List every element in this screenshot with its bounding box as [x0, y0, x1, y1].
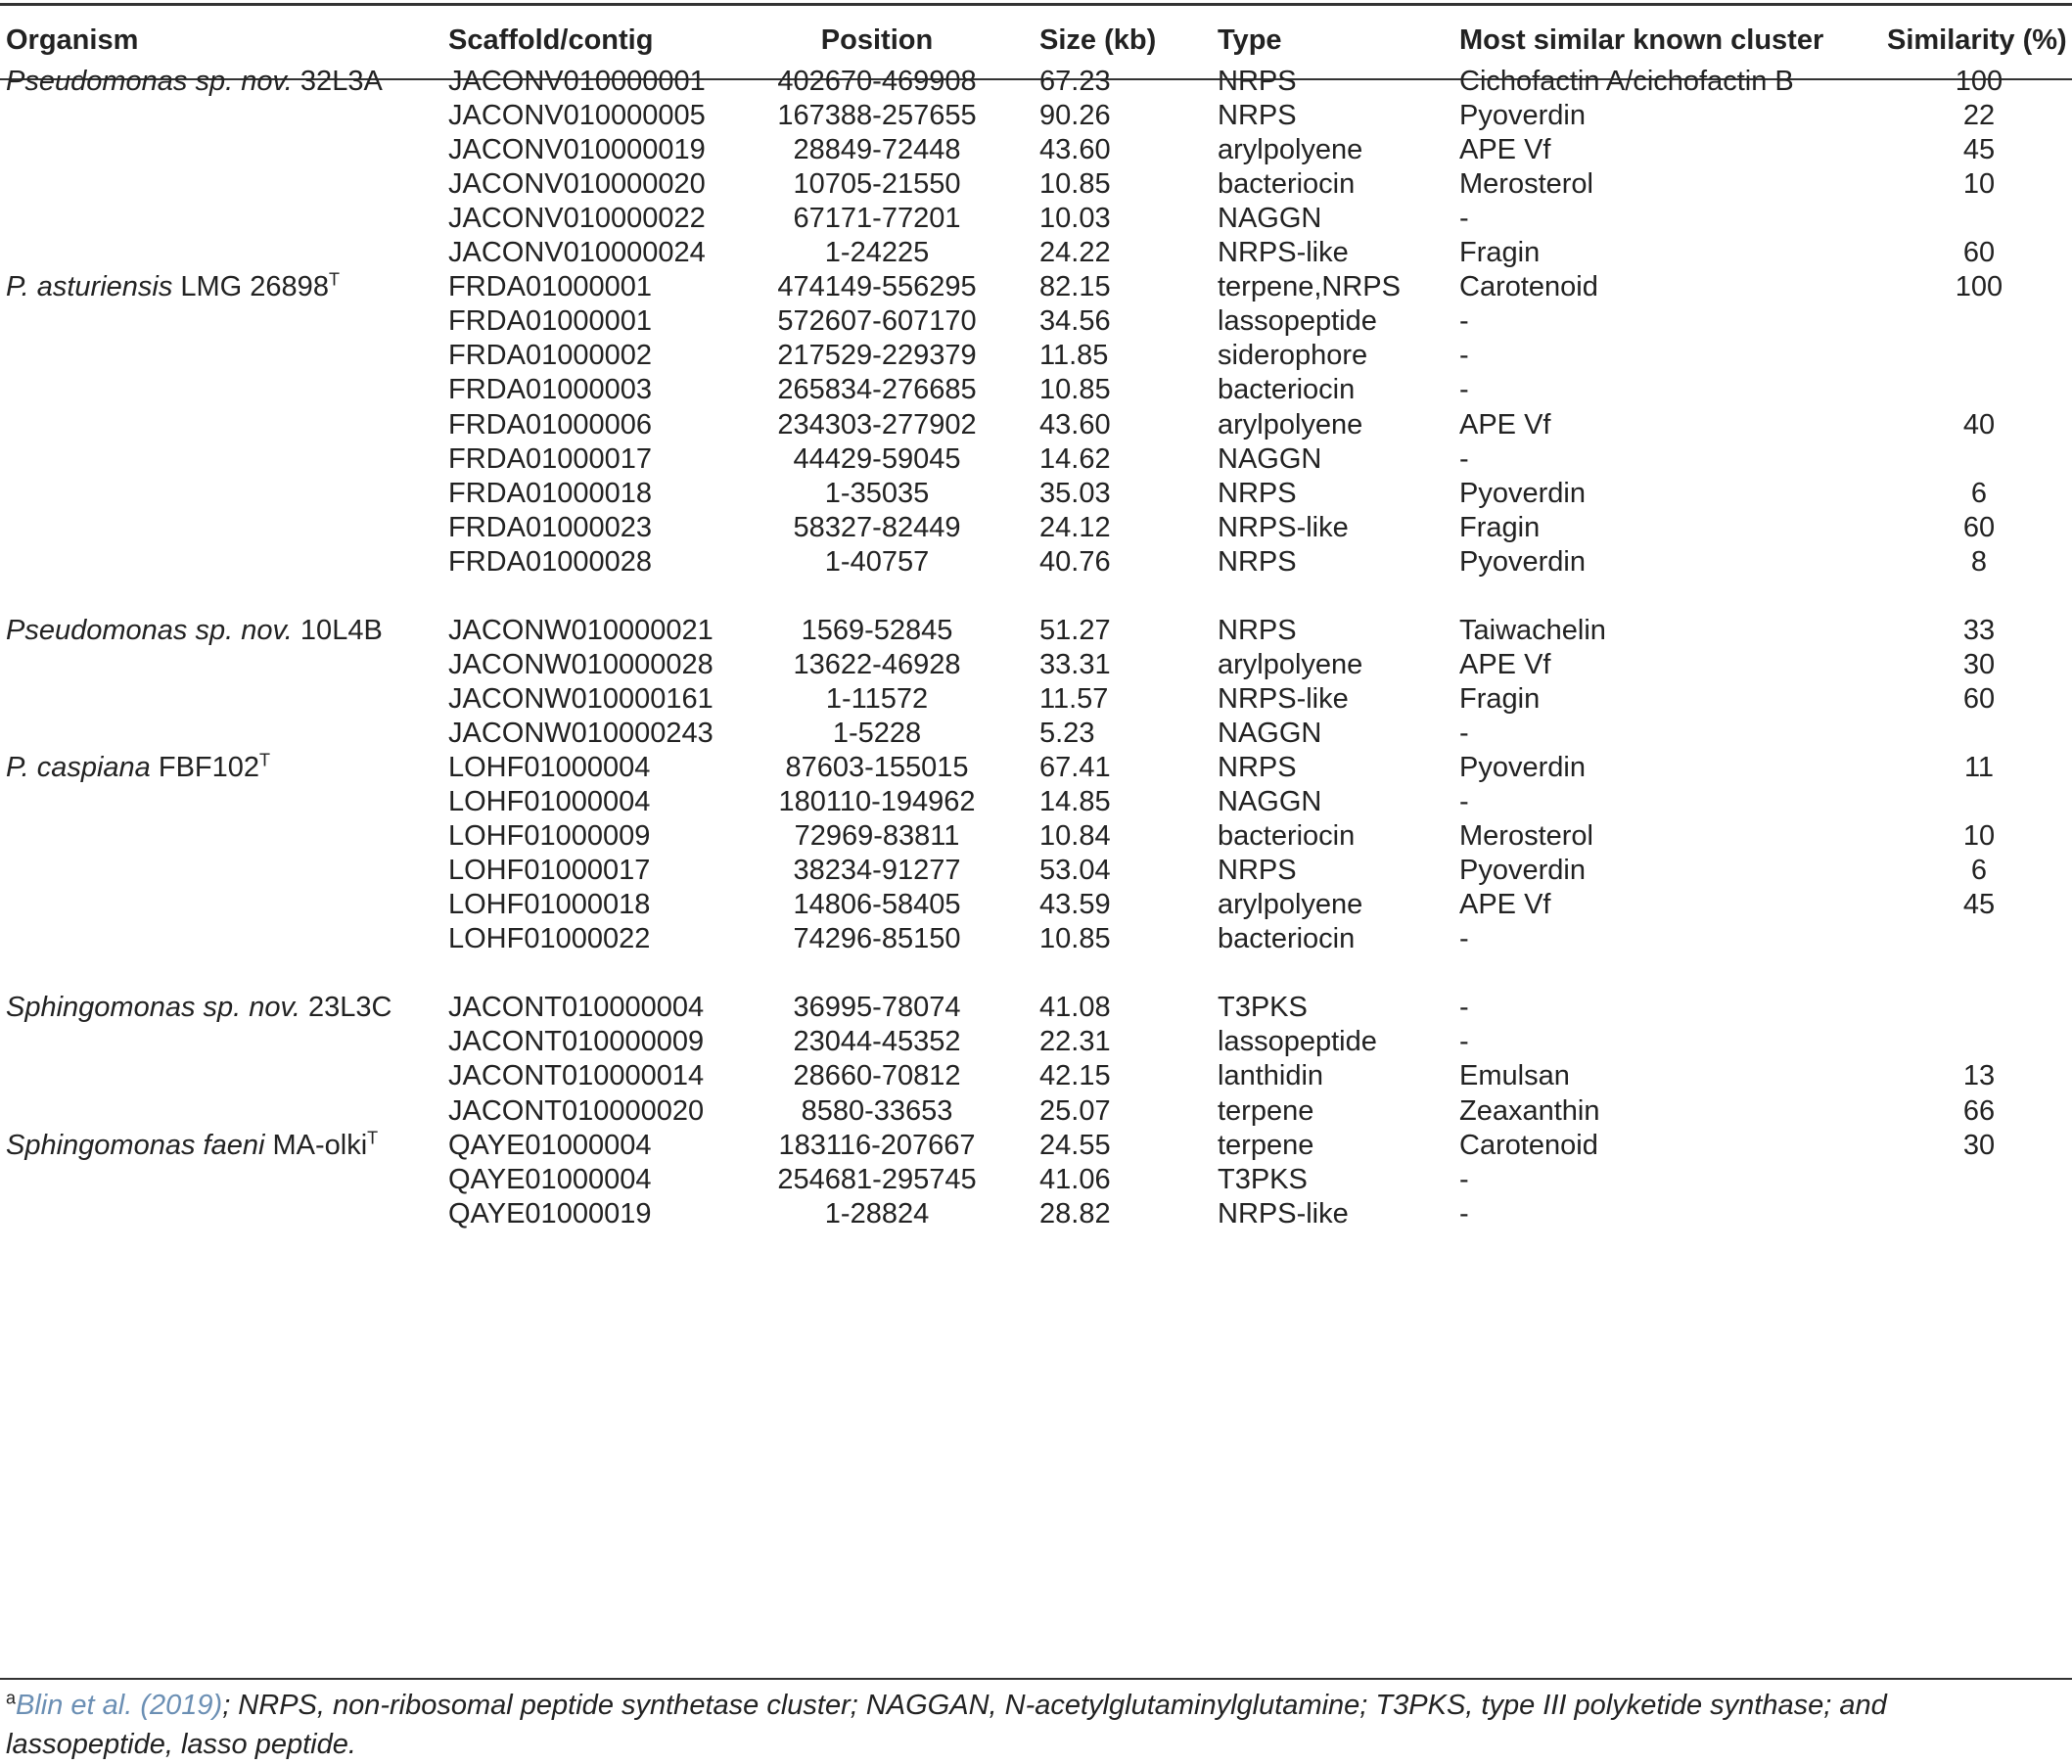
cell-position: 58327-82449: [793, 511, 961, 543]
cell-cluster: APE Vf: [1459, 408, 1551, 441]
cell-position: 28849-72448: [793, 134, 961, 166]
type-strain-mark: T: [328, 269, 340, 290]
cell-similarity: [1979, 922, 1980, 955]
cell-scaffold: JACONV010000020: [448, 168, 706, 201]
cell-cluster: -: [1459, 1197, 1469, 1230]
cell-position: 1-28824: [824, 1197, 930, 1230]
cell-type: lassopeptide: [1218, 305, 1377, 338]
cell-scaffold: FRDA01000003: [448, 374, 652, 406]
organism-species: Pseudomonas sp. nov.: [6, 66, 293, 97]
type-strain-mark: T: [259, 750, 271, 770]
cell-cluster: -: [1459, 203, 1469, 235]
cell-type: terpene: [1218, 1094, 1314, 1127]
cell-cluster: -: [1459, 923, 1469, 955]
cell-type: bacteriocin: [1218, 374, 1356, 406]
cell-cluster: -: [1459, 305, 1469, 338]
cell-cluster: -: [1459, 1163, 1469, 1195]
cell-similarity: 60: [1962, 237, 1996, 269]
cell-scaffold: QAYE01000004: [448, 1163, 652, 1195]
table-top-rule: [0, 3, 2072, 6]
cell-similarity: 66: [1962, 1094, 1996, 1127]
cell-position: 1569-52845: [801, 614, 953, 646]
organism-strain: FBF102: [150, 752, 260, 783]
cell-size: 43.59: [1039, 889, 1111, 921]
cell-similarity: [1979, 717, 1980, 750]
cell-size: 14.62: [1039, 442, 1111, 475]
organism-strain: 32L3A: [292, 66, 383, 97]
cell-scaffold: JACONV010000024: [448, 237, 706, 269]
cell-size: 82.15: [1039, 271, 1111, 303]
cell-position: 38234-91277: [793, 855, 961, 887]
cell-similarity: [1979, 442, 1980, 476]
cell-similarity: [1979, 956, 1980, 990]
cell-position: 402670-469908: [777, 66, 977, 97]
cell-cluster: APE Vf: [1459, 889, 1551, 921]
cell-type: NRPS: [1218, 545, 1297, 578]
cell-type: terpene,NRPS: [1218, 271, 1401, 303]
cell-position: 183116-207667: [778, 1129, 976, 1161]
cell-type: arylpolyene: [1218, 648, 1363, 680]
cell-type: NRPS-like: [1218, 511, 1349, 543]
cell-size: 24.12: [1039, 511, 1111, 543]
cell-type: arylpolyene: [1218, 408, 1363, 441]
cell-size: 67.23: [1039, 66, 1111, 97]
cell-scaffold: QAYE01000019: [448, 1197, 652, 1230]
cell-type: NAGGN: [1218, 203, 1322, 235]
cell-scaffold: JACONT010000014: [448, 1060, 705, 1092]
cell-cluster: -: [1459, 442, 1469, 475]
cell-scaffold: FRDA01000023: [448, 511, 652, 543]
cell-position: 217529-229379: [777, 340, 977, 372]
cell-position: 234303-277902: [777, 408, 977, 441]
cell-scaffold: LOHF01000004: [448, 752, 651, 783]
cell-similarity: [1979, 785, 1980, 818]
cell-size: 24.55: [1039, 1129, 1111, 1161]
cell-position: 167388-257655: [777, 100, 977, 132]
cell-scaffold: LOHF01000022: [448, 923, 651, 955]
cell-similarity: [1979, 339, 1980, 372]
cell-similarity: 13: [1962, 1060, 1996, 1092]
cell-scaffold: JACONW010000161: [448, 682, 714, 715]
cell-type: NRPS-like: [1218, 682, 1349, 715]
cell-position: 28660-70812: [793, 1060, 961, 1092]
cell-cluster: Carotenoid: [1459, 1129, 1598, 1161]
cell-type: siderophore: [1218, 340, 1368, 372]
cell-similarity: [1979, 1163, 1980, 1196]
cell-position: 180110-194962: [778, 786, 976, 818]
cell-scaffold: LOHF01000004: [448, 786, 651, 818]
cell-similarity: 60: [1962, 682, 1996, 715]
organism-species: P. caspiana: [6, 752, 151, 783]
cell-position: 72969-83811: [794, 820, 960, 853]
cell-cluster: APE Vf: [1459, 134, 1551, 166]
cell-similarity: 6: [1970, 855, 1988, 887]
organism-strain: LMG 26898: [172, 271, 329, 303]
cell-similarity: 45: [1962, 134, 1996, 166]
cell-organism: [6, 614, 383, 647]
cell-type: NRPS: [1218, 614, 1297, 646]
cell-type: bacteriocin: [1218, 923, 1356, 955]
header-type: Type: [1218, 24, 1282, 56]
cell-position: 265834-276685: [777, 374, 977, 406]
cell-position: 474149-556295: [777, 271, 977, 303]
cell-type: T3PKS: [1218, 992, 1308, 1024]
cell-position: 572607-607170: [777, 305, 977, 338]
footnote-text: ; NRPS, non-ribosomal peptide synthetase cluster; NAGGAN, N-acetylglutaminylglutamine; T3PKS, type III polyketide synthase; and lassopeptide, lasso peptide.: [6, 1690, 1887, 1760]
cell-similarity: 30: [1962, 648, 1996, 680]
cell-scaffold: LOHF01000018: [448, 889, 651, 921]
header-organism: Organism: [6, 24, 139, 56]
cell-scaffold: LOHF01000017: [448, 855, 651, 887]
cell-position: [877, 956, 878, 990]
cell-position: 1-24225: [824, 237, 930, 269]
cell-similarity: 33: [1962, 614, 1996, 646]
cell-organism: [6, 270, 340, 303]
cell-similarity: 10: [1962, 820, 1996, 853]
cell-cluster: -: [1459, 992, 1469, 1024]
cell-cluster: Pyoverdin: [1459, 855, 1586, 887]
cell-type: lanthidin: [1218, 1060, 1324, 1092]
header-position: Position: [820, 24, 934, 56]
cell-size: 40.76: [1039, 545, 1111, 578]
cell-size: 14.85: [1039, 786, 1111, 818]
cell-position: 1-40757: [824, 545, 930, 578]
cell-type: NRPS: [1218, 477, 1297, 509]
cell-type: T3PKS: [1218, 1163, 1308, 1195]
cell-cluster: Pyoverdin: [1459, 752, 1586, 783]
cell-scaffold: FRDA01000017: [448, 442, 652, 475]
cell-cluster: Taiwachelin: [1459, 614, 1606, 646]
cell-type: bacteriocin: [1218, 820, 1356, 853]
cell-cluster: Emulsan: [1459, 1060, 1570, 1092]
cell-type: NRPS: [1218, 752, 1297, 783]
cell-similarity: 30: [1962, 1129, 1996, 1161]
cell-type: arylpolyene: [1218, 889, 1363, 921]
organism-strain: 23L3C: [299, 992, 392, 1024]
cell-size: 53.04: [1039, 855, 1111, 887]
header-cluster: Most similar known cluster: [1459, 24, 1824, 56]
cell-similarity: 10: [1962, 168, 1996, 201]
cell-similarity: [1979, 991, 1980, 1024]
cell-position: 36995-78074: [793, 992, 961, 1024]
cell-position: 13622-46928: [793, 648, 961, 680]
cell-size: 41.08: [1039, 992, 1111, 1024]
cell-size: 10.85: [1039, 923, 1111, 955]
cell-cluster: -: [1459, 717, 1469, 749]
cell-position: [877, 580, 878, 613]
cell-position: 8580-33653: [801, 1094, 953, 1127]
cell-scaffold: JACONV010000019: [448, 134, 706, 166]
cell-organism: [6, 1129, 378, 1162]
cell-position: 67171-77201: [793, 203, 961, 235]
cell-position: 1-35035: [824, 477, 930, 509]
cell-type: NRPS: [1218, 100, 1297, 132]
cell-cluster: Carotenoid: [1459, 271, 1598, 303]
cell-type: NAGGN: [1218, 786, 1322, 818]
cell-type: bacteriocin: [1218, 168, 1356, 201]
cell-size: 90.26: [1039, 100, 1111, 132]
cell-cluster: -: [1459, 340, 1469, 372]
cell-size: 25.07: [1039, 1094, 1111, 1127]
cell-scaffold: FRDA01000028: [448, 545, 652, 578]
cell-size: 5.23: [1039, 717, 1095, 749]
cell-similarity: 40: [1962, 408, 1996, 441]
cell-similarity: 22: [1962, 100, 1996, 132]
cell-cluster: Pyoverdin: [1459, 477, 1586, 509]
footnote-reference: Blin et al. (2019): [16, 1690, 223, 1721]
cell-cluster: Merosterol: [1459, 820, 1593, 853]
cell-similarity: 6: [1970, 477, 1988, 509]
cell-cluster: Pyoverdin: [1459, 100, 1586, 132]
cell-size: 10.85: [1039, 168, 1111, 201]
cell-type: NAGGN: [1218, 717, 1322, 749]
cell-size: 11.85: [1039, 340, 1109, 372]
cell-size: 51.27: [1039, 614, 1111, 646]
cell-cluster: Fragin: [1459, 237, 1541, 269]
cell-position: 87603-155015: [785, 752, 969, 783]
cell-position: 44429-59045: [793, 442, 961, 475]
cell-similarity: 11: [1963, 752, 1995, 783]
cell-scaffold: JACONV010000022: [448, 203, 706, 235]
organism-species: Pseudomonas sp. nov.: [6, 614, 293, 646]
cell-position: 10705-21550: [793, 168, 961, 201]
cell-type: NRPS-like: [1218, 237, 1349, 269]
cell-similarity: 45: [1962, 889, 1996, 921]
table-footnote: [6, 1686, 2061, 1764]
cell-cluster: Cichofactin A/cichofactin B: [1459, 66, 1794, 97]
header-similarity: Similarity (%): [1887, 24, 2067, 56]
organism-species: P. asturiensis: [6, 271, 173, 303]
cell-scaffold: JACONV010000005: [448, 100, 706, 132]
cell-size: 43.60: [1039, 134, 1111, 166]
cell-position: 23044-45352: [793, 1026, 961, 1058]
cell-position: 74296-85150: [793, 923, 961, 955]
cell-similarity: 60: [1962, 511, 1996, 543]
table-bottom-rule: [0, 1678, 2072, 1680]
cell-similarity: 8: [1970, 545, 1988, 578]
cell-position: 1-5228: [832, 717, 922, 749]
cell-size: 11.57: [1039, 682, 1109, 715]
cell-organism: [6, 751, 270, 784]
cell-scaffold: JACONW010000243: [448, 717, 714, 749]
organism-species: Sphingomonas sp. nov.: [6, 992, 300, 1024]
cell-type: arylpolyene: [1218, 134, 1363, 166]
organism-strain: 10L4B: [292, 614, 383, 646]
organism-strain: MA-olki: [264, 1129, 368, 1161]
cell-type: NAGGN: [1218, 442, 1322, 475]
cell-type: NRPS: [1218, 855, 1297, 887]
cell-type: NRPS: [1218, 66, 1297, 97]
cell-position: 1-11572: [825, 682, 929, 715]
cell-scaffold: JACONT010000009: [448, 1026, 705, 1058]
type-strain-mark: T: [367, 1127, 379, 1147]
cell-similarity: [1979, 373, 1980, 406]
cell-type: terpene: [1218, 1129, 1314, 1161]
cell-cluster: Merosterol: [1459, 168, 1593, 201]
header-size: Size (kb): [1039, 24, 1157, 56]
header-scaffold: Scaffold/contig: [448, 24, 654, 56]
cell-cluster: Zeaxanthin: [1459, 1094, 1600, 1127]
cell-scaffold: FRDA01000001: [448, 305, 652, 338]
cell-size: 43.60: [1039, 408, 1111, 441]
cell-size: 10.84: [1039, 820, 1111, 853]
cell-scaffold: JACONW010000028: [448, 648, 714, 680]
cell-scaffold: FRDA01000006: [448, 408, 652, 441]
cell-size: 10.03: [1039, 203, 1111, 235]
cell-size: 24.22: [1039, 237, 1111, 269]
cell-organism: [6, 65, 383, 98]
cell-size: 67.41: [1039, 752, 1111, 783]
cell-size: 35.03: [1039, 477, 1111, 509]
cell-cluster: Pyoverdin: [1459, 545, 1586, 578]
cell-cluster: -: [1459, 786, 1469, 818]
cell-similarity: [1979, 580, 1980, 613]
cell-similarity: [1979, 304, 1980, 338]
cell-scaffold: QAYE01000004: [448, 1129, 652, 1161]
cell-size: 41.06: [1039, 1163, 1111, 1195]
cell-scaffold: JACONT010000020: [448, 1094, 705, 1127]
organism-species: Sphingomonas faeni: [6, 1129, 265, 1161]
cell-cluster: Fragin: [1459, 511, 1541, 543]
cell-position: 254681-295745: [777, 1163, 977, 1195]
cell-similarity: [1979, 1025, 1980, 1058]
cell-scaffold: FRDA01000002: [448, 340, 652, 372]
cell-scaffold: JACONV010000001: [448, 66, 706, 97]
cell-similarity: [1979, 1197, 1980, 1230]
cell-scaffold: FRDA01000001: [448, 271, 652, 303]
cell-type: lassopeptide: [1218, 1026, 1377, 1058]
cell-position: 14806-58405: [793, 889, 961, 921]
cell-scaffold: LOHF01000009: [448, 820, 651, 853]
cell-cluster: Fragin: [1459, 682, 1541, 715]
cell-scaffold: FRDA01000018: [448, 477, 652, 509]
cell-size: 33.31: [1039, 648, 1111, 680]
cell-size: 34.56: [1039, 305, 1111, 338]
cell-similarity: 100: [1955, 66, 2003, 97]
cell-type: NRPS-like: [1218, 1197, 1349, 1230]
cell-cluster: APE Vf: [1459, 648, 1551, 680]
cell-scaffold: JACONT010000004: [448, 992, 705, 1024]
cell-cluster: -: [1459, 374, 1469, 406]
cell-cluster: -: [1459, 1026, 1469, 1058]
cell-size: 22.31: [1039, 1026, 1111, 1058]
cell-scaffold: JACONW010000021: [448, 614, 714, 646]
cell-organism: [6, 991, 391, 1024]
cell-similarity: 100: [1955, 271, 2003, 303]
footnote-mark: a: [6, 1688, 17, 1708]
cell-similarity: [1979, 202, 1980, 235]
cell-size: 10.85: [1039, 374, 1111, 406]
cell-size: 42.15: [1039, 1060, 1111, 1092]
cell-size: 28.82: [1039, 1197, 1111, 1230]
